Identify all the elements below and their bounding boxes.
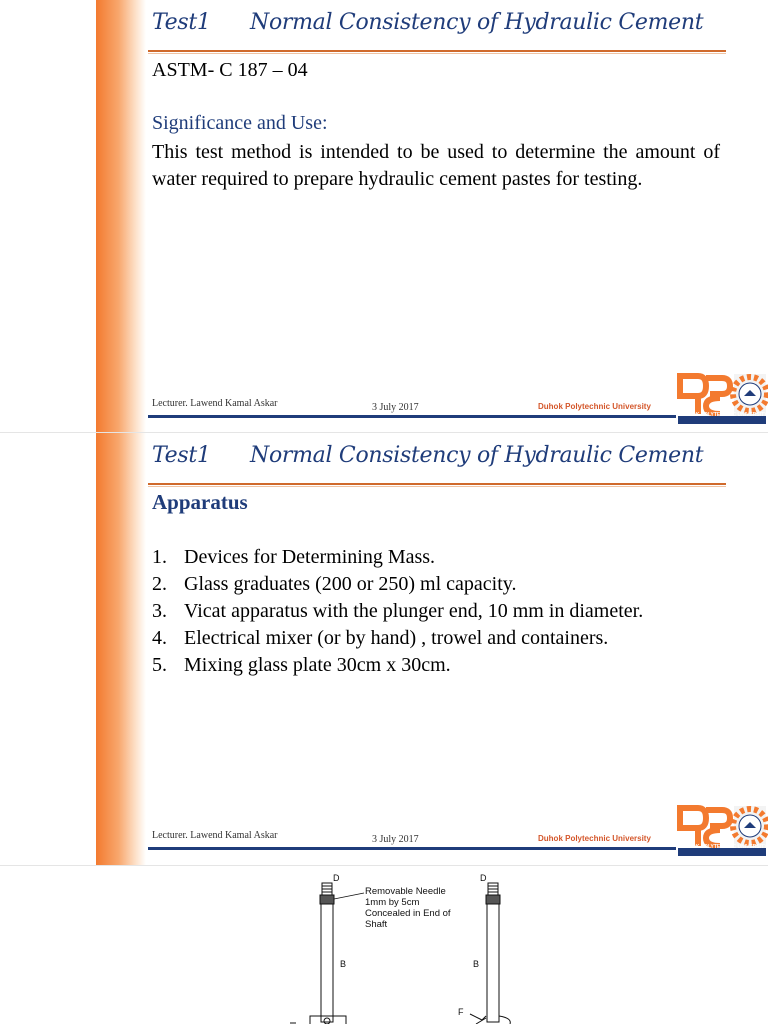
slide-footer	[0, 398, 768, 428]
list-item: 1. Devices for Determining Mass.	[152, 546, 436, 568]
slide-footer	[0, 830, 768, 860]
footer-rule	[148, 847, 676, 850]
slide-test-number: Test1	[152, 10, 211, 35]
footer-lecturer: Lecturer. Lawend Kamal Askar	[152, 398, 278, 409]
logo-caption: DUHOK POLYTECHNIC UNIVERSITY	[681, 844, 768, 850]
footer-university: Duhok Polytechnic University	[538, 402, 651, 411]
apparatus-list	[152, 544, 643, 679]
footer-university: Duhok Polytechnic University	[538, 834, 651, 843]
title-underline	[148, 50, 726, 52]
astm-standard-label: ASTM- C 187 – 04	[152, 59, 308, 81]
logo-caption: DUHOK POLYTECHNIC UNIVERSITY	[681, 412, 768, 418]
significance-body: This test method is intended to be used to determine the amount of water required to prepare hydraulic cement pastes for testing.	[152, 141, 720, 190]
footer-date: 3 July 2017	[372, 402, 419, 413]
apparatus-heading: Apparatus	[152, 490, 248, 514]
title-underline	[148, 483, 726, 485]
slide-title-text: Normal Consistency of Hydraulic Cement	[250, 10, 704, 35]
slide-vicat-figure	[0, 866, 768, 1024]
slide-side-gradient-bar	[96, 0, 146, 432]
label-d-left: D	[333, 873, 340, 883]
label-d-right: D	[480, 873, 487, 883]
footer-date: 3 July 2017	[372, 834, 419, 845]
footer-lecturer: Lecturer. Lawend Kamal Askar	[152, 830, 278, 841]
slide-title-text: Normal Consistency of Hydraulic Cement	[250, 443, 704, 468]
list-item: 2. Glass graduates (200 or 250) ml capacity.	[152, 573, 517, 595]
list-item: 3. Vicat apparatus with the plunger end, 10 mm in diameter.	[152, 600, 644, 622]
slide-title	[152, 10, 703, 35]
slide-side-gradient-bar	[96, 433, 146, 865]
slide-test-number: Test1	[152, 443, 211, 468]
label-b-right: B	[473, 959, 480, 969]
slide-significance	[0, 0, 768, 432]
footer-rule	[148, 415, 676, 418]
label-f: F	[458, 1007, 464, 1017]
list-item: 5. Mixing glass plate 30cm x 30cm.	[152, 654, 451, 676]
list-item: 4. Electrical mixer (or by hand) , trowel and containers.	[152, 627, 609, 649]
slide-title	[152, 443, 703, 468]
label-b-left: B	[340, 959, 347, 969]
significance-heading: Significance and Use:	[152, 112, 328, 134]
needle-annotation: Removable Needle 1mm by 5cm Concealed in End of Shaft	[365, 886, 451, 930]
